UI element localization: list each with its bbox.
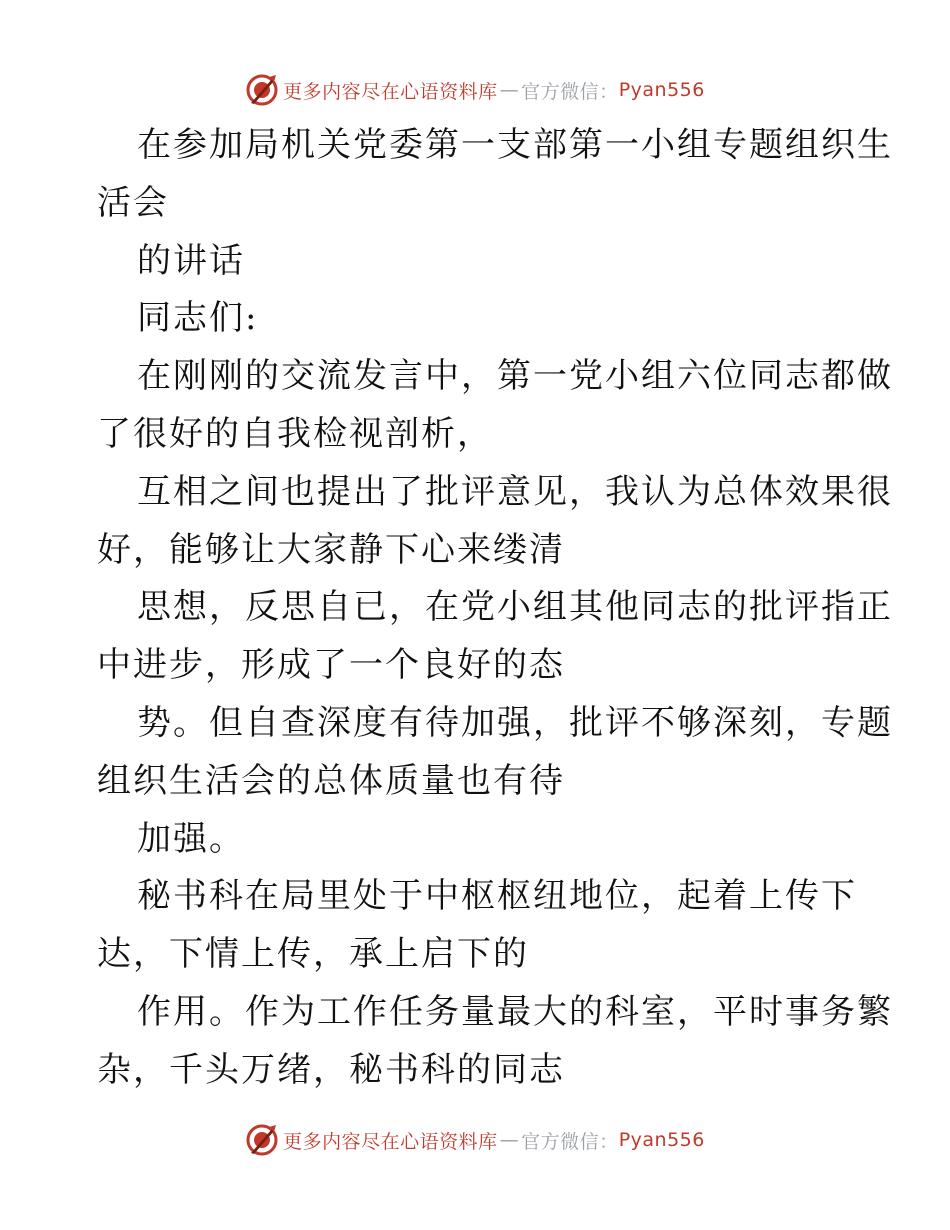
document-line: 在刚刚的交流发言中，第一党小组六位同志都做 — [137, 356, 893, 397]
document-line: 好，能够让大家静下心来缕清 — [97, 529, 565, 570]
document-line: 了很好的自我检视剖析， — [97, 413, 493, 454]
document-line: 杂，千头万绪，秘书科的同志 — [97, 1049, 565, 1090]
document-line: 加强。 — [137, 818, 245, 859]
quill-seal-logo-icon — [245, 73, 279, 107]
document-line: 互相之间也提出了批评意见，我认为总体效果很 — [137, 471, 893, 512]
header-watermark-banner — [0, 70, 950, 110]
watermark-wechat-label: 官方微信： — [521, 80, 619, 103]
watermark-wechat-label: 官方微信： — [521, 1130, 619, 1153]
watermark-wechat-id: Pyan556 — [618, 1129, 705, 1151]
watermark-wechat-id: Pyan556 — [618, 79, 705, 101]
document-line: 秘书科在局里处于中枢枢纽地位，起着上传下 — [137, 876, 857, 917]
watermark-brand-text: 更多内容尽在心语资料库 — [283, 1130, 498, 1153]
quill-seal-logo-icon — [245, 1123, 279, 1157]
watermark-separator: — — [499, 79, 520, 101]
document-line: 的讲话 — [137, 240, 245, 281]
document-line: 活会 — [97, 182, 169, 223]
document-line: 组织生活会的总体质量也有待 — [97, 760, 565, 801]
document-body — [97, 117, 893, 1100]
document-line: 作用。作为工作任务量最大的科室，平时事务繁 — [137, 991, 893, 1032]
document-line: 同志们: — [137, 298, 259, 339]
document-line: 在参加局机关党委第一支部第一小组专题组织生 — [137, 125, 893, 165]
watermark-brand-text: 更多内容尽在心语资料库 — [283, 80, 498, 103]
document-line: 达，下情上传，承上启下的 — [97, 934, 529, 975]
document-line: 中进步，形成了一个良好的态 — [97, 645, 565, 686]
document-line: 思想，反思自已，在党小组其他同志的批评指正 — [137, 587, 893, 628]
document-line: 势。但自查深度有待加强，批评不够深刻，专题 — [137, 702, 893, 743]
watermark-separator: — — [499, 1129, 520, 1151]
footer-watermark-banner — [0, 1120, 950, 1160]
